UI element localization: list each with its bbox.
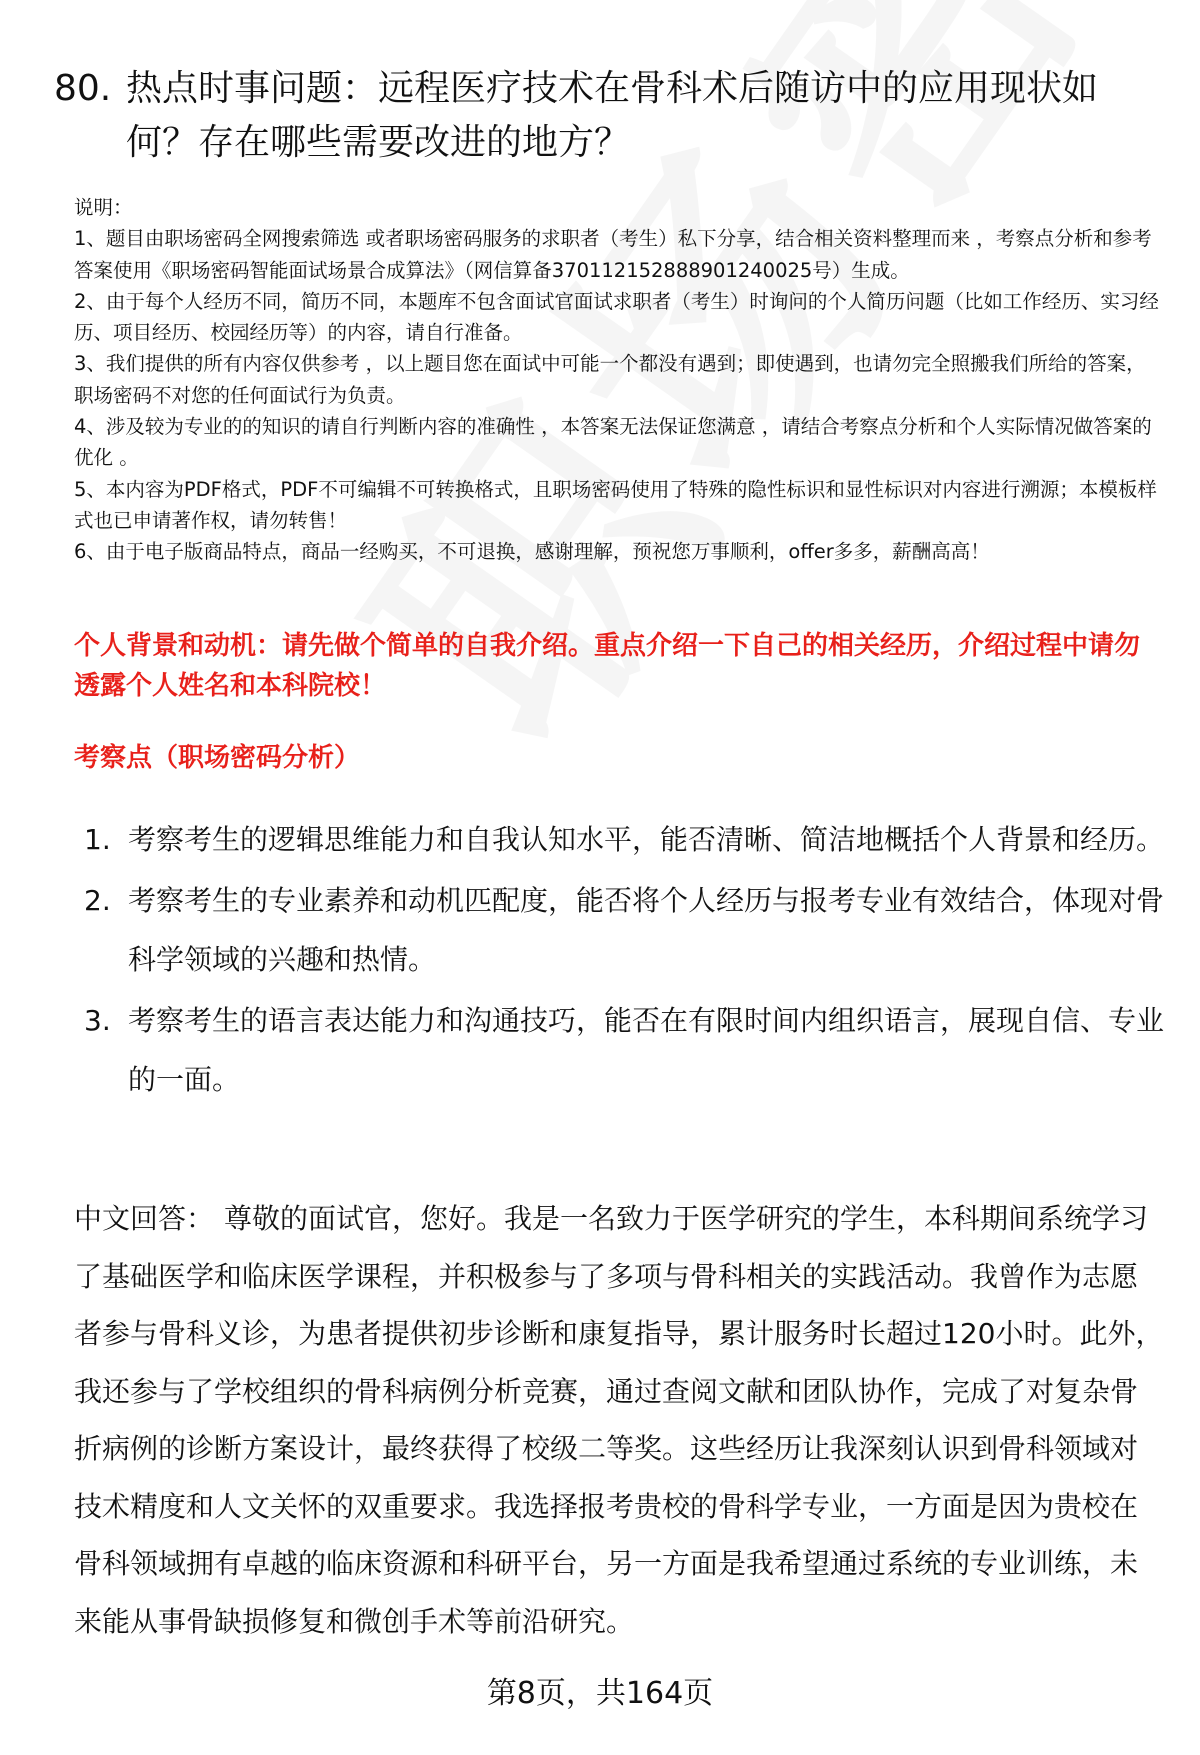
list-item xyxy=(84,991,1164,1109)
question-number: 80. xyxy=(54,68,112,109)
page-footer: 第8页，共164页 xyxy=(486,1676,714,1711)
answer-label: 中文回答： xyxy=(74,1202,215,1235)
point-number: 1. xyxy=(84,823,111,856)
notes-item: 1、题目由职场密码全网搜索筛选 或者职场密码服务的求职者（考生）私下分享，结合相关资料整理而来 ，考察点分析和参考答案使用《职场密码智能面试场景合成算法》（网信算备370112152888901240025号）生成。 xyxy=(74,227,1152,282)
section-subheading: 考察点（职场密码分析） xyxy=(74,743,361,773)
notes-item: 6、由于电子版商品特点，商品一经购买，不可退换，感谢理解，预祝您万事顺利，offer多多，薪酬高高！ xyxy=(74,540,990,564)
point-number: 2. xyxy=(84,884,111,917)
list-item xyxy=(84,810,1164,869)
assessment-points-list xyxy=(84,810,1164,1111)
list-item xyxy=(84,871,1164,989)
notes-item: 3、我们提供的所有内容仅供参考 ，以上题目您在面试中可能一个都没有遇到；即使遇到，也请勿完全照搬我们所给的答案，职场密码不对您的任何面试行为负责。 xyxy=(74,352,1146,407)
point-text: 考察考生的逻辑思维能力和自我认知水平，能否清晰、简洁地概括个人背景和经历。 xyxy=(128,823,1165,856)
question-text: 热点时事问题：远程医疗技术在骨科术后随访中的应用现状如何？存在哪些需要改进的地方？ xyxy=(126,68,1099,163)
question-title xyxy=(54,62,1144,170)
point-text: 考察考生的语言表达能力和沟通技巧，能否在有限时间内组织语言，展现自信、专业的一面。 xyxy=(128,1004,1165,1096)
notes-item: 2、由于每个人经历不同，简历不同，本题库不包含面试官面试求职者（考生）时询问的个人简历问题（比如工作经历、实习经历、项目经历、校园经历等）的内容，请自行准备。 xyxy=(74,289,1159,345)
notes-heading: 说明： xyxy=(74,196,133,219)
section-heading: 个人背景和动机：请先做个简单的自我介绍。重点介绍一下自己的相关经历，介绍过程中请勿透露个人姓名和本科院校！ xyxy=(74,631,1141,701)
point-text: 考察考生的专业素养和动机匹配度，能否将个人经历与报考专业有效结合，体现对骨科学领域的兴趣和热情。 xyxy=(128,884,1165,976)
notes-item: 4、涉及较为专业的的知识的请自行判断内容的准确性 ，本答案无法保证您满意 ，请结合考察点分析和个人实际情况做答案的优化 。 xyxy=(74,415,1152,470)
point-number: 3. xyxy=(84,1004,111,1037)
answer-block xyxy=(74,1190,1164,1650)
answer-text: 尊敬的面试官，您好。我是一名致力于医学研究的学生，本科期间系统学习了基础医学和临床医学课程，并积极参与了多项与骨科相关的实践活动。我曾作为志愿者参与骨科义诊，为患者提供初步诊断和康复指导，累计服务时长超过120小时。此外，我还参与了学校组织的骨科病例分析竞赛，通过查阅文献和团队协作，完成了对复杂骨折病例的诊断方案设计，最终获得了校级二等奖。这些经历让我深刻认识到骨科领域对技术精度和人文关怀的双重要求。我选择报考贵校的骨科学专业，一方面是因为贵校在骨科领域拥有卓越的临床资源和科研平台，另一方面是我希望通过系统的专业训练，未来能从事骨缺损修复和微创手术等前沿研究。 xyxy=(74,1202,1164,1638)
notes-block xyxy=(74,192,1162,568)
notes-item: 5、本内容为PDF格式，PDF不可编辑不可转换格式，且职场密码使用了特殊的隐性标识和显性标识对内容进行溯源；本模板样式也已申请著作权，请勿转售！ xyxy=(74,477,1157,532)
